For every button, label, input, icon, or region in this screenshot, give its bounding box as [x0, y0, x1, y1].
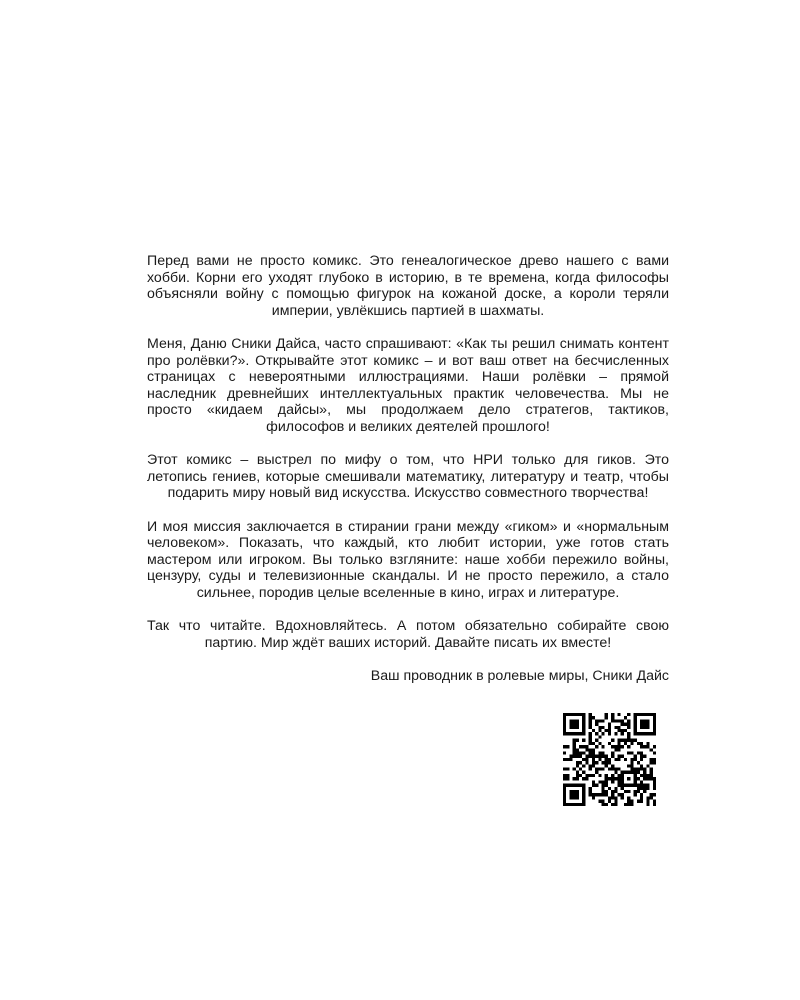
paragraph-4: И моя миссия заключается в стирании грани между «гиком» и «нормальным человеком». Показать, что каждый, кто любит истории, уже готов стать мастером или игроком. Вы только взгляните: наше хобби пережило войны, цензуру, суды и телевизионные скандалы. И не просто пережило, а стало сильнее, породив целые вселенные в кино, играх и литературе. — [147, 518, 669, 601]
signature: Ваш проводник в ролевые миры, Сники Дайс — [370, 667, 669, 684]
qr-code-graphic — [563, 713, 656, 806]
paragraph-5: Так что читайте. Вдохновляйтесь. А потом обязательно собирайте свою партию. Мир ждёт ваших историй. Давайте писать их вместе! — [147, 618, 669, 651]
paragraph-3: Этот комикс – выстрел по мифу о том, что НРИ только для гиков. Это летопись гениев, которые смешивали математику, литературу и театр, чтобы подарить миру новый вид искусства. Искусство совместного творчества! — [147, 452, 669, 502]
paragraph-1: Перед вами не просто комикс. Это генеалогическое древо нашего с вами хобби. Корни его уходят глубоко в историю, в те времена, когда философы объясняли войну с помощью фигурок на кожаной доске, а короли теряли империи, увлёкшись партией в шахматы. — [147, 253, 669, 319]
paragraph-2: Меня, Даню Сники Дайса, часто спрашивают: «Как ты решил снимать контент про ролёвки?». Открывайте этот комикс – и вот ваш ответ на бесчисленных страницах с невероятными иллюстрациями. Наши ролёвки – прямой наследник древнейших интеллектуальных практик человечества. Мы не просто «кидаем дайсы», мы продолжаем дело стратегов, тактиков, философов и великих деятелей прошлого! — [147, 335, 669, 435]
qr-code-icon[interactable] — [563, 713, 656, 806]
foreword-text — [147, 253, 669, 684]
